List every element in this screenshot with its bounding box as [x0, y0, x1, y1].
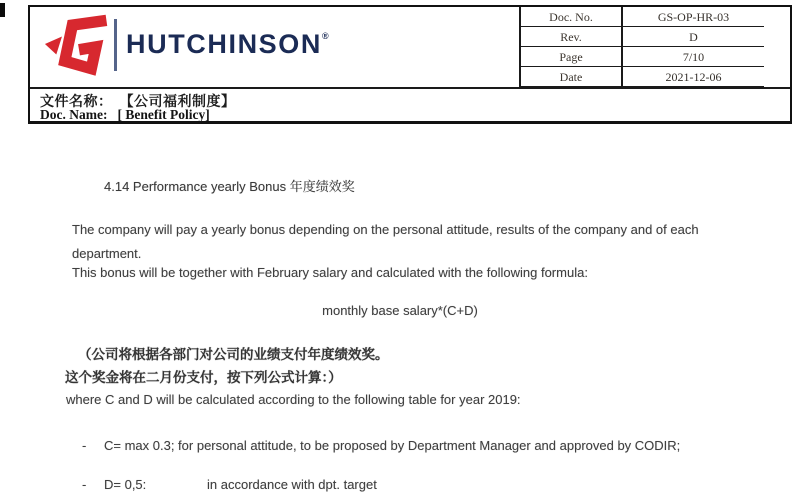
page-edge-artifact: [0, 3, 5, 17]
paragraph-line: The company will pay a yearly bonus depending on the personal attitude, results of the company and of each: [72, 222, 699, 237]
table-row: [521, 67, 764, 87]
bullet-d-term: D= 0,5:: [104, 477, 147, 492]
doc-info-table: [519, 7, 764, 87]
page-value: 7/10: [682, 50, 705, 64]
note-zh-line: 这个奖金将在二月份支付，按下列公式计算：）: [65, 370, 342, 385]
doc-name-zh-label: 文件名称：: [40, 93, 113, 109]
rev-value: D: [689, 30, 698, 44]
date-label: Date: [521, 67, 623, 86]
brand-wordmark: [126, 29, 329, 60]
brand-name: HUTCHINSON: [126, 29, 322, 59]
doc-name-en-value: [ Benefit Policy]: [117, 107, 210, 122]
bullet-c-text: C= max 0.3; for personal attitude, to be proposed by Department Manager and approved by CODIR;: [104, 438, 681, 453]
table-intro: where C and D will be calculated according to the following table for year 2019:: [66, 392, 521, 407]
doc-name-en-label: Doc. Name:: [40, 107, 108, 122]
doc-name-en-row: [40, 107, 210, 123]
table-row: [521, 27, 764, 47]
table-row: [521, 47, 764, 67]
date-value: 2021-12-06: [665, 70, 722, 84]
hutchinson-g-logo: [44, 13, 114, 77]
doc-no-label: Doc. No.: [521, 7, 623, 26]
bonus-formula: monthly base salary*(C+D): [322, 303, 478, 318]
bullet-dash: -: [82, 438, 87, 453]
paragraph-line: This bonus will be together with February salary and calculated with the following formula:: [72, 265, 588, 280]
note-zh-line: （公司将根据各部门对公司的业绩支付年度绩效奖。: [78, 347, 389, 362]
document-header: [28, 5, 792, 124]
page-label: Page: [521, 47, 623, 66]
paragraph-line: department.: [72, 246, 142, 261]
rev-label: Rev.: [521, 27, 623, 46]
bullet-d-desc: in accordance with dpt. target: [207, 477, 377, 492]
registered-trademark-symbol: ®: [322, 31, 329, 41]
doc-name-zh-value: 【公司福利制度】: [126, 93, 236, 109]
table-row: [521, 7, 764, 27]
section-heading: 4.14 Performance yearly Bonus 年度绩效奖: [104, 179, 355, 194]
logo-divider: [114, 19, 117, 71]
bullet-dash: -: [82, 477, 87, 492]
header-divider-line: [30, 87, 790, 89]
doc-no-value: GS-OP-HR-03: [657, 10, 730, 24]
